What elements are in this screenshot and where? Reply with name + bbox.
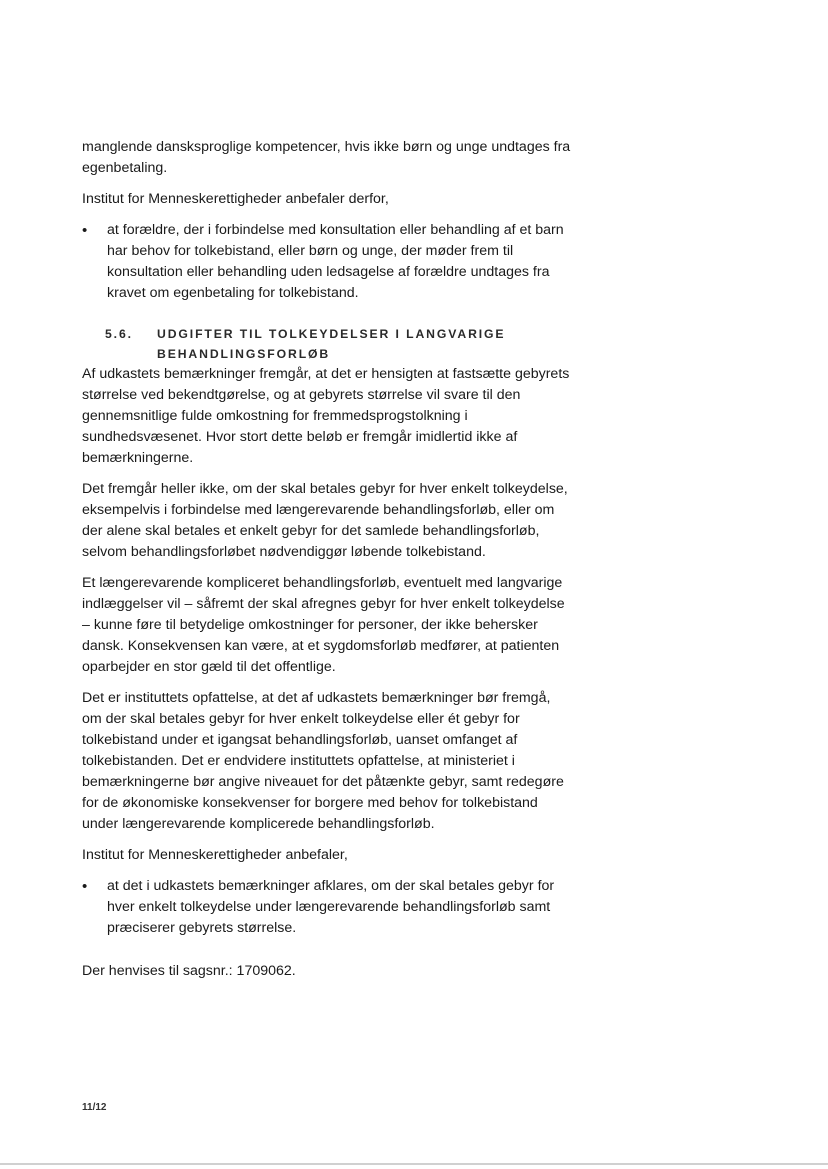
recommendation-lead: Institut for Menneskerettigheder anbefaler,	[82, 847, 348, 863]
recommendation-list	[82, 876, 574, 939]
intro-paragraph: manglende dansksproglige kompetencer, hvis ikke børn og unge undtages fra egenbetaling.	[82, 139, 571, 176]
body-text	[82, 137, 574, 992]
recommendation-lead: Institut for Menneskerettigheder anbefaler derfor,	[82, 191, 389, 207]
section-heading	[82, 324, 574, 364]
paragraph: Det er instituttets opfattelse, at det af udkastets bemærkninger bør fremgå, om der skal betales gebyr for hver enkelt tolkeydelse eller ét gebyr for tolkebistand under et igangsat behandlingsforløb, uanset omfanget af tolkebistanden. Det er endvidere instituttets opfattelse, at ministeriet i bemærkningerne bør angive niveauet for det påtænkte gebyr, samt redegøre for de økonomiske konsekvenser for borgere med behov for tolkebistand under længerevarende komplicerede behandlingsforløb.	[82, 690, 564, 832]
page-number: 11/12	[82, 1102, 107, 1113]
recommendation-list	[82, 220, 574, 304]
list-item: • at det i udkastets bemærkninger afklares, om der skal betales gebyr for hver enkelt tolkeydelse under længerevarende behandlingsforløb samt præciserer gebyrets størrelse.	[82, 876, 574, 939]
scan-edge-divider	[0, 1163, 828, 1165]
section-title: UDGIFTER TIL TOLKEYDELSER I LANGVARIGE BEHANDLINGSFORLØB	[157, 327, 506, 361]
paragraph: Af udkastets bemærkninger fremgår, at det er hensigten at fastsætte gebyrets størrelse ved bekendtgørelse, og at gebyrets størrelse vil svare til den gennemsnitlige fulde omkostning for fremmedsprogstolkning i sundhedsvæsenet. Hvor stort dette beløb er fremgår imidlertid ikke af bemærkningerne.	[82, 366, 570, 466]
paragraph: Det fremgår heller ikke, om der skal betales gebyr for hver enkelt tolkeydelse, eksempelvis i forbindelse med længerevarende behandlingsforløb, eller om der alene skal betales et enkelt gebyr for det samlede behandlingsforløb, selvom behandlingsforløbet nødvendiggør løbende tolkebistand.	[82, 481, 568, 560]
paragraph: Et længerevarende kompliceret behandlingsforløb, eventuelt med langvarige indlæggelser vil – såfremt der skal afregnes gebyr for hver enkelt tolkeydelse – kunne føre til betydelige omkostninger for personer, der ikke behersker dansk. Konsekvensen kan være, at et sygdomsforløb medfører, at patienten oparbejder en stor gæld til det offentlige.	[82, 575, 565, 675]
case-reference: Der henvises til sagsnr.: 1709062.	[82, 963, 296, 979]
list-item: • at forældre, der i forbindelse med konsultation eller behandling af et barn har behov for tolkebistand, eller børn og unge, der møder frem til konsultation eller behandling uden ledsagelse af forældre undtages fra kravet om egenbetaling for tolkebistand.	[82, 220, 574, 304]
section-number: 5.6.	[105, 327, 133, 341]
